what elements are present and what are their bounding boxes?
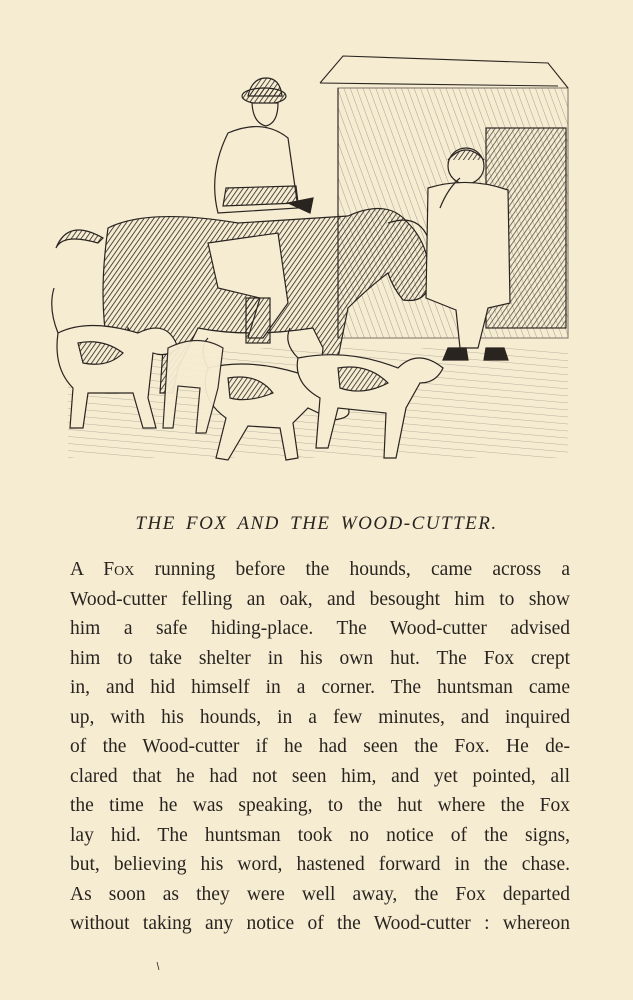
body-line-3: him a safe hiding-place. The Wood-cutter advised — [70, 618, 570, 639]
body-line-13: without taking any notice of the Wood-cutter : whereon — [70, 913, 570, 934]
story-title: THE FOX AND THE WOOD-CUTTER. — [135, 513, 498, 534]
body-line-10: lay hid. The huntsman took no notice of the signs, — [70, 824, 570, 846]
line-1-rest: running before the hounds, came across a — [134, 559, 570, 580]
body-line-12: As soon as they were well away, the Fox departed — [70, 883, 570, 905]
body-line-11: but, believing his word, hastened forward in the chase. — [70, 854, 570, 875]
body-line-1 — [70, 555, 570, 585]
body-line-4: him to take shelter in his own hut. The Fox crept — [70, 647, 570, 669]
body-line-8: clared that he had not seen him, and yet pointed, all — [70, 765, 570, 787]
drop-word-smallcaps: ox — [114, 559, 135, 580]
ink-speck — [156, 962, 160, 970]
drop-word-lead: A F — [70, 559, 115, 580]
body-line-2: Wood-cutter felling an oak, and besought him to show — [70, 588, 570, 610]
body-line-5: in, and hid himself in a corner. The huntsman came — [70, 677, 570, 698]
illustration-drawing — [48, 48, 583, 478]
body-line-7: of the Wood-cutter if he had seen the Fox. He de- — [70, 736, 570, 757]
body-line-6: up, with his hounds, in a few minutes, and inquired — [70, 706, 570, 728]
body-line-9: the time he was speaking, to the hut where the Fox — [70, 795, 570, 816]
engraving-illustration — [48, 48, 583, 478]
story-body — [70, 555, 570, 939]
